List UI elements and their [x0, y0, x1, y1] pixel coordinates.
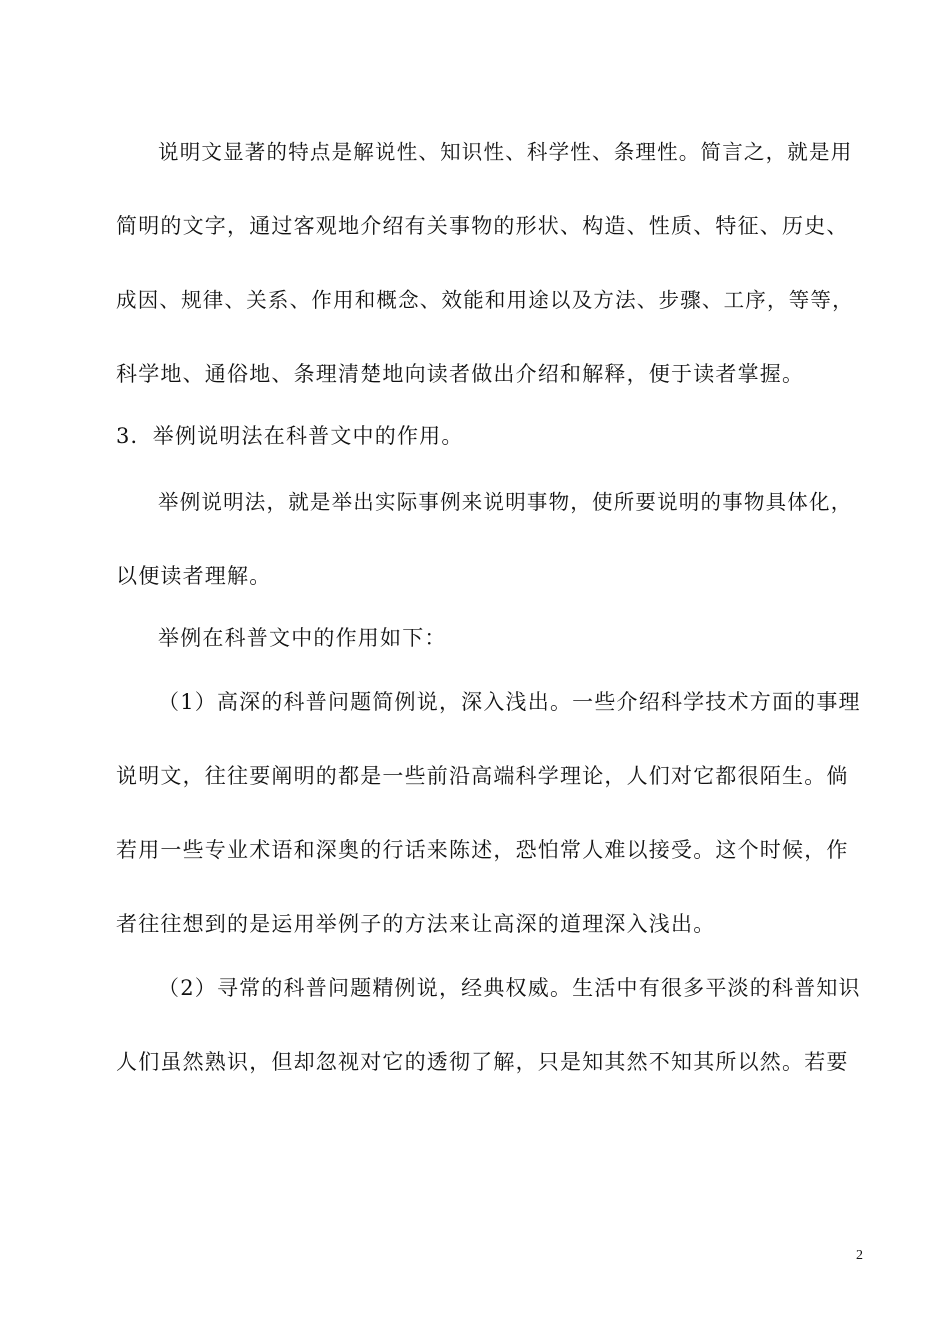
paragraph-line: 举例说明法，就是举出实际事例来说明事物，使所要说明的事物具体化，	[158, 490, 853, 514]
paragraph-line: 科学地、通俗地、条理清楚地向读者做出介绍和解释，便于读者掌握。	[116, 362, 805, 386]
paragraph-line: 说明文显著的特点是解说性、知识性、科学性、条理性。简言之，就是用	[158, 140, 853, 164]
paragraph-line: 人们虽然熟识，但却忽视对它的透彻了解，只是知其然不知其所以然。若要	[116, 1050, 849, 1074]
list-item-line: （1）高深的科普问题简例说，深入浅出。一些介绍科学技术方面的事理	[158, 690, 861, 714]
section-heading: 3．举例说明法在科普文中的作用。	[116, 424, 464, 448]
paragraph-line: 以便读者理解。	[116, 564, 272, 588]
paragraph-line: 成因、规律、关系、作用和概念、效能和用途以及方法、步骤、工序，等等，	[116, 288, 854, 312]
paragraph-line: 简明的文字，通过客观地介绍有关事物的形状、构造、性质、特征、历史、	[116, 214, 849, 238]
list-item-line: （2）寻常的科普问题精例说，经典权威。生活中有很多平淡的科普知识	[158, 976, 861, 1000]
paragraph-line: 若用一些专业术语和深奥的行话来陈述，恐怕常人难以接受。这个时候，作	[116, 838, 849, 862]
paragraph-line: 举例在科普文中的作用如下：	[158, 626, 447, 650]
paragraph-line: 者往往想到的是运用举例子的方法来让高深的道理深入浅出。	[116, 912, 716, 936]
paragraph-line: 说明文，往往要阐明的都是一些前沿高端科学理论，人们对它都很陌生。倘	[116, 764, 849, 788]
page-number: 2	[856, 1248, 863, 1263]
